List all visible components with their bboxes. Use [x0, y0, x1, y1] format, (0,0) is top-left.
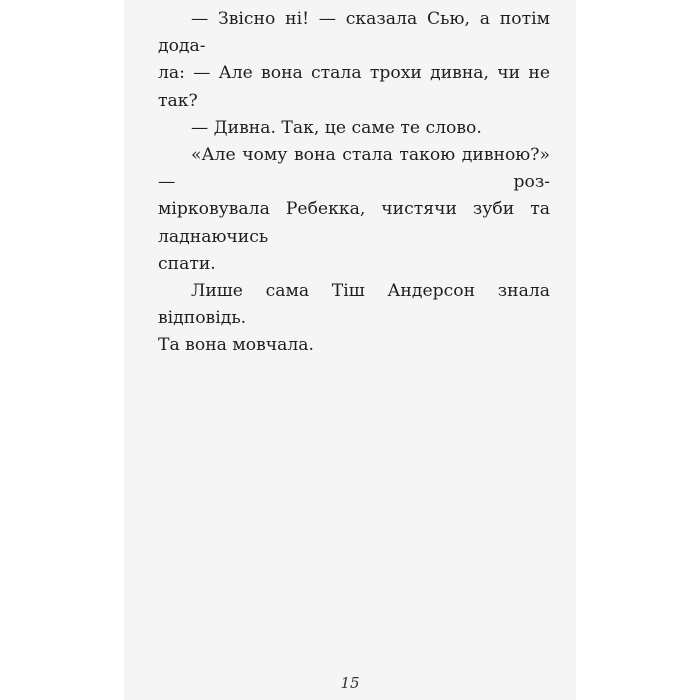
text-line: — Дивна. Так, це саме те слово.	[191, 117, 482, 138]
text-line: Лише сама Тіш Андерсон знала відповідь.	[158, 281, 550, 329]
page-number: 15	[340, 674, 360, 692]
text-line: «Але чому вона стала такою дивною?» — роз-	[158, 145, 550, 193]
paragraph-2	[158, 115, 550, 142]
book-page	[124, 0, 576, 700]
text-line: спати.	[158, 253, 216, 274]
paragraph-4	[158, 278, 550, 360]
paragraph-1	[158, 6, 550, 115]
body-text	[158, 6, 550, 360]
text-line: — Звісно ні! — сказала Сью, а потім дода-	[158, 9, 550, 57]
text-line: Та вона мовчала.	[158, 335, 314, 356]
paragraph-3	[158, 142, 550, 278]
text-line: мірковувала Ребекка, чистячи зуби та ладнаючись	[158, 199, 550, 247]
text-line: ла: — Але вона стала трохи дивна, чи не так?	[158, 63, 550, 111]
